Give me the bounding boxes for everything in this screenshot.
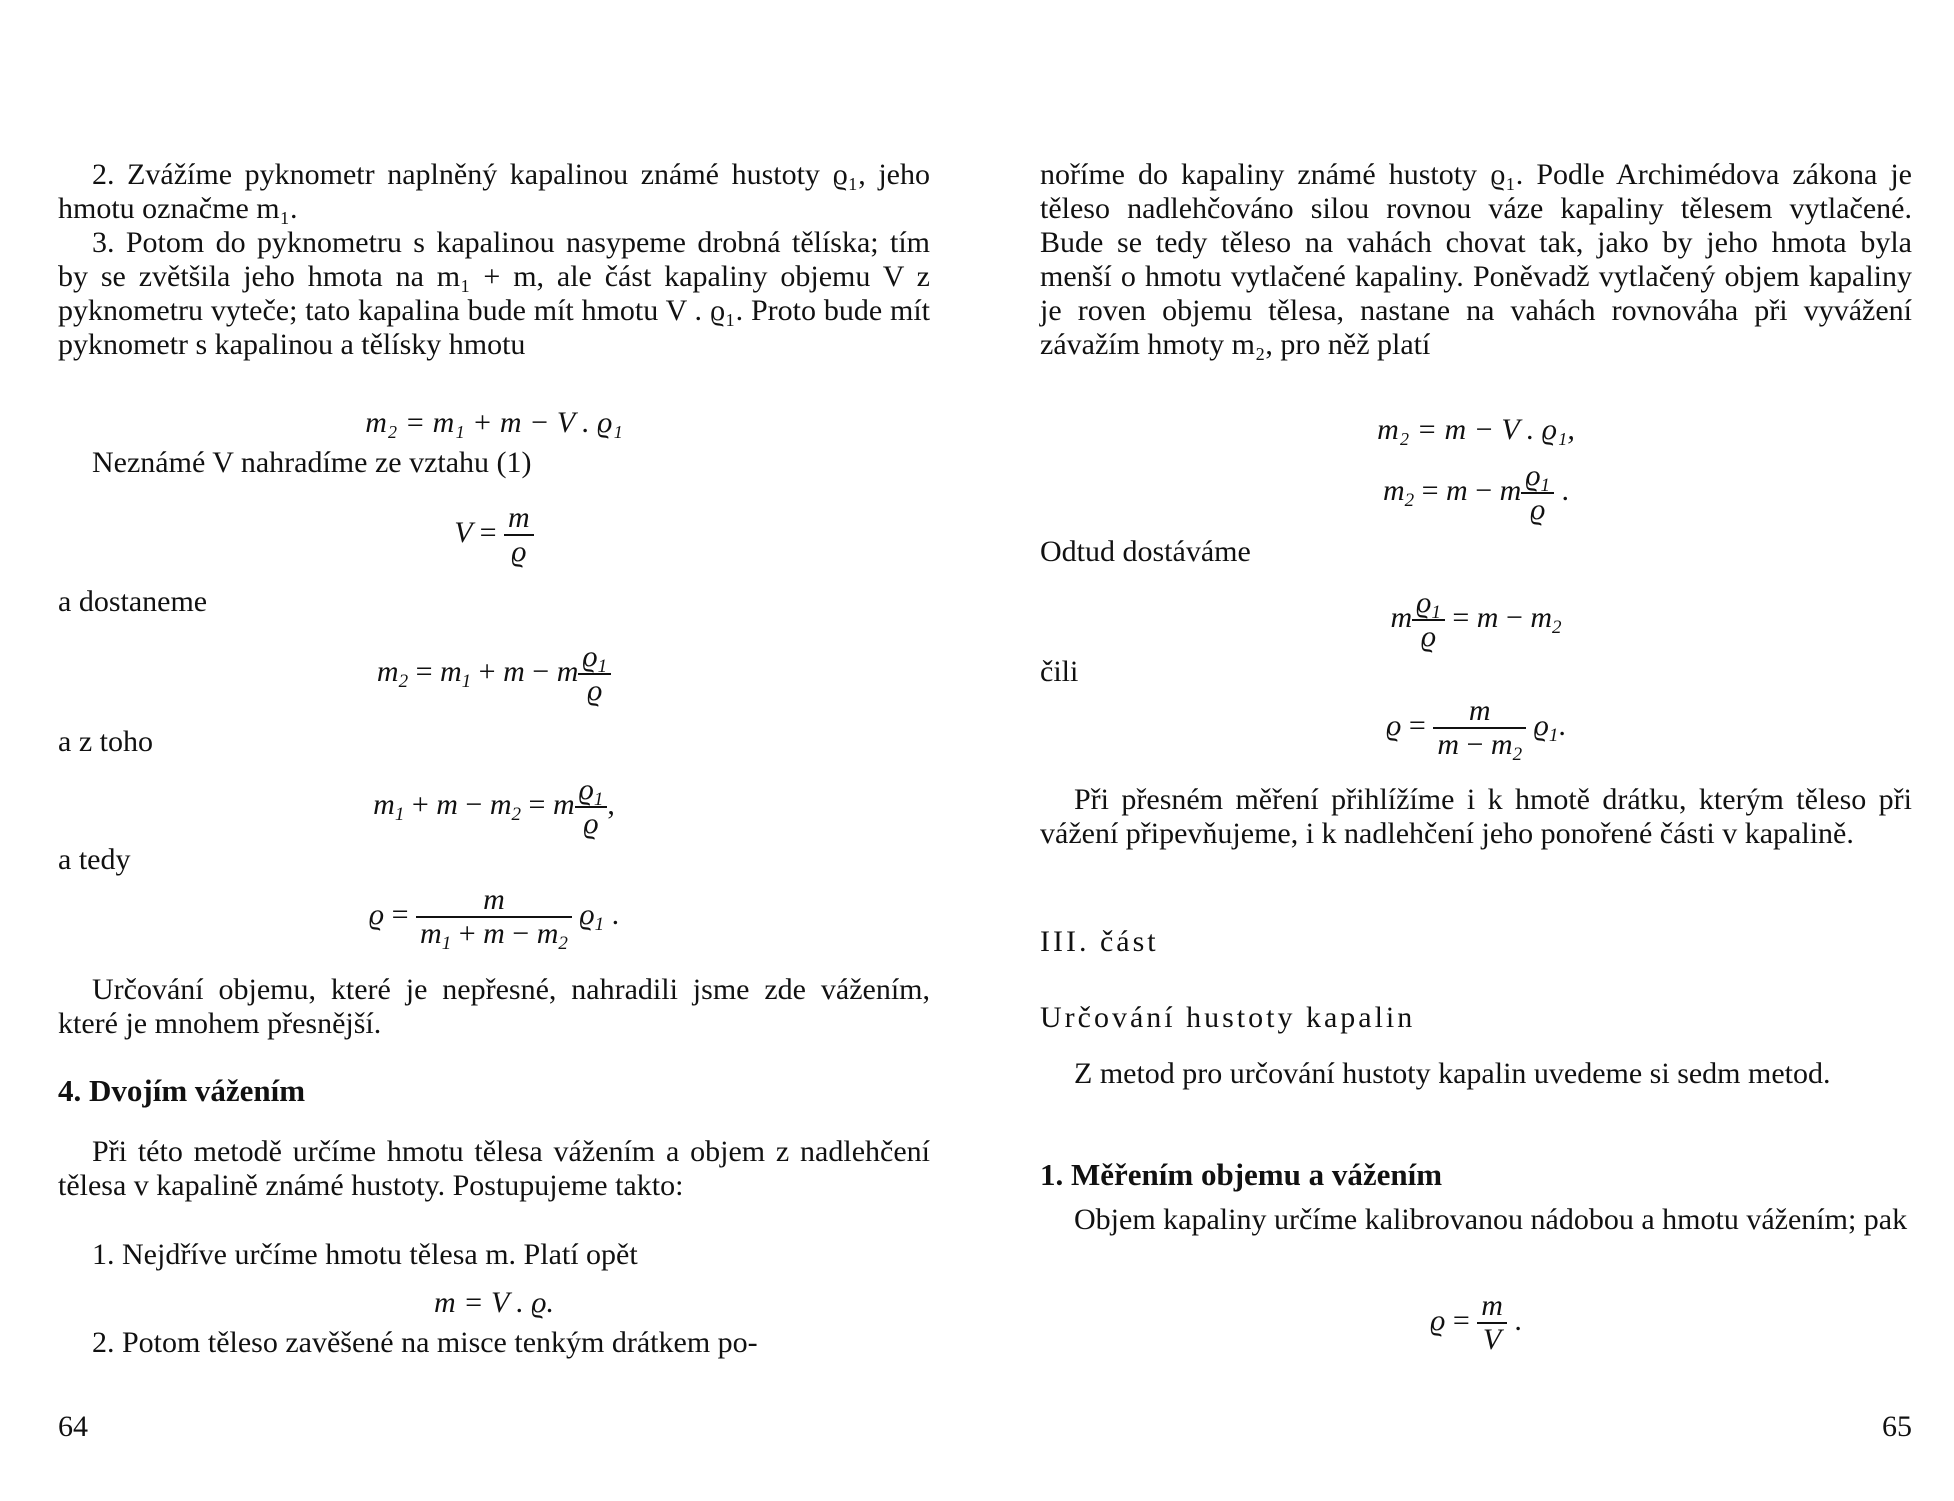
paragraph: a z toho bbox=[58, 725, 153, 758]
equation: m₂ = m₁ + m − V . ϱ₁ bbox=[365, 406, 623, 439]
paragraph: Při této metodě určíme hmotu tělesa vážením a objem z nadlehčení tělesa v kapalině známé hustoty. Postupujeme takto: bbox=[58, 1135, 930, 1202]
equation: ϱ = $\frac{m}{V}$ . bbox=[1430, 1289, 1522, 1356]
paragraph: 3. Potom do pyknometru s kapalinou nasypeme drobná tělíska; tím by se zvětšila jeho hmota na m₁ + m, ale část kapaliny objemu V z pyknometru vyteče; tato kapalina bude mít hmotu V . ϱ₁. Proto bude mít pyknometr s kapalinou a tělísky hmotu bbox=[58, 226, 930, 361]
section-heading: 4. Dvojím vážením bbox=[58, 1073, 306, 1108]
paragraph: 1. Nejdříve určíme hmotu tělesa m. Platí opět bbox=[92, 1238, 638, 1271]
paragraph: a tedy bbox=[58, 843, 131, 876]
page-number: 64 bbox=[58, 1410, 88, 1443]
paragraph: a dostaneme bbox=[58, 585, 208, 618]
paragraph: Objem kapaliny určíme kalibrovanou nádobou a hmotu vážením; pak bbox=[1074, 1203, 1908, 1236]
paragraph: Z metod pro určování hustoty kapalin uvedeme si sedm metod. bbox=[1074, 1057, 1831, 1090]
section-title: III. část bbox=[1040, 925, 1159, 958]
paragraph: noříme do kapaliny známé hustoty ϱ₁. Podle Archimédova zákona je těleso nadlehčováno silou rovnou váze kapaliny tělesem vytlačené. Bude se tedy těleso na vahách chovat tak, jako by jeho hmota byla menší o hmotu vytlačené kapaliny. Poněvadž vytlačený objem kapaliny je roven objemu tělesa, nastane na vahách rovnováha při vyvážení závažím hmoty m₂, pro něž platí bbox=[1040, 158, 1912, 361]
paragraph: čili bbox=[1040, 655, 1079, 688]
subsection-title: Určování hustoty kapalin bbox=[1040, 1001, 1416, 1034]
section-heading: 1. Měřením objemu a vážením bbox=[1040, 1157, 1443, 1192]
equation: m₂ = m − V . ϱ₁, bbox=[1377, 413, 1575, 446]
paragraph: Určování objemu, které je nepřesné, nahradili jsme zde vážením, které je mnohem přesnější. bbox=[58, 973, 930, 1040]
equation: $m_2 = m - m$ $\frac{ϱ_1}{ϱ}$ . bbox=[1382, 459, 1570, 526]
paragraph: Odtud dostáváme bbox=[1040, 535, 1251, 568]
equation: $m_2 = m_1 + m - m$ $\frac{ϱ_1}{ϱ}$ bbox=[58, 641, 930, 707]
left-page bbox=[58, 0, 930, 1501]
right-page bbox=[1040, 0, 1912, 1501]
equation: $m_1 + m - m_2 = m$ $\frac{ϱ_1}{ϱ}$ , bbox=[373, 773, 615, 840]
equation: V = $\frac{m}{ϱ}$ bbox=[58, 502, 930, 568]
paragraph: 2. Zvážíme pyknometr naplněný kapalinou známé hustoty ϱ₁, jeho hmotu označme m₁. bbox=[58, 158, 930, 225]
equation: ϱ = $\frac{m}{m_1 + m - m_2}$ $ϱ_1$ . bbox=[368, 883, 620, 954]
equation: ϱ = $\frac{m}{m - m_2}$ $ϱ_1$. bbox=[1386, 694, 1566, 765]
paragraph: Při přesném měření přihlížíme i k hmotě drátku, kterým těleso při vážení připevňujeme, i k nadlehčení jeho ponořené části v kapalině. bbox=[1040, 783, 1912, 850]
paragraph: 2. Potom těleso zavěšené na misce tenkým drátkem po- bbox=[92, 1326, 758, 1359]
page-number: 65 bbox=[1882, 1410, 1912, 1443]
equation: m $\frac{ϱ_1}{ϱ}$ = $m - m_2$ bbox=[1390, 586, 1562, 653]
paragraph: Neznámé V nahradíme ze vztahu (1) bbox=[92, 446, 532, 479]
equation: m = V . ϱ. bbox=[434, 1286, 554, 1319]
